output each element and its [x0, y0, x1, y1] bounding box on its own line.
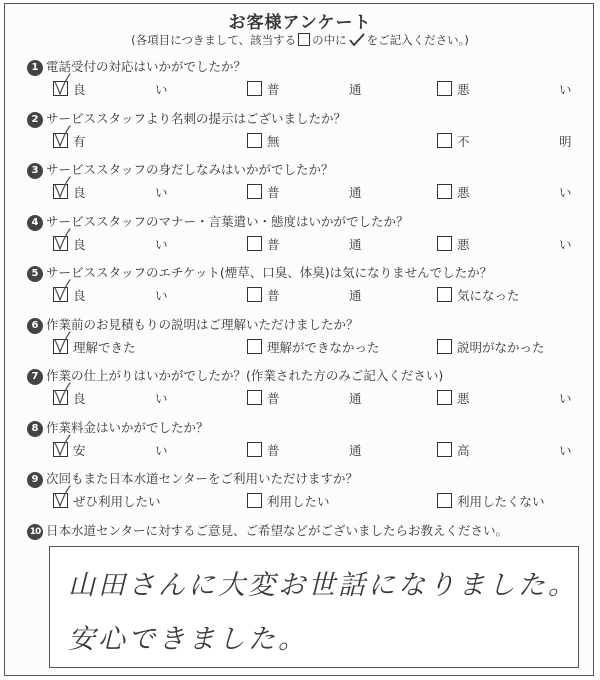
question-3-text: サービススタッフの身だしなみはいかがでしたか？ [46, 162, 334, 177]
option-label [73, 338, 136, 356]
option-checkbox[interactable] [247, 236, 262, 251]
option-label-part-1: 良 [73, 185, 86, 200]
option-label [267, 492, 330, 510]
question-2-option-1[interactable] [53, 133, 213, 149]
sample-checkbox-icon [298, 33, 310, 46]
option-checkbox[interactable] [437, 339, 452, 354]
question-6-label [27, 316, 359, 334]
comment-box[interactable] [49, 546, 579, 668]
question-2-text: サービススタッフより名刺の提示はございましたか？ [46, 110, 347, 126]
question-number-badge: 1 [27, 60, 43, 76]
handwritten-check-icon [53, 332, 71, 354]
question-6-option-2[interactable] [247, 339, 407, 355]
option-label-part-1: 高 [457, 442, 470, 458]
question-8-option-3[interactable] [437, 442, 572, 458]
option-label [267, 132, 280, 150]
option-label-part-2: 通 [349, 185, 362, 200]
question-5-label [27, 264, 492, 282]
option-checkbox[interactable] [247, 184, 262, 199]
option-label-part-1: ぜひ利用したい [73, 494, 161, 509]
handwritten-comment-line-1: 山田さんに大変お世話になりました。 [68, 570, 578, 601]
question-4-label [27, 213, 409, 231]
option-label-part-1: 普 [267, 236, 280, 252]
option-label [457, 286, 520, 304]
option-label-part-2: い [155, 391, 168, 406]
option-label-part-2: 通 [349, 442, 362, 458]
option-checkbox[interactable] [437, 81, 452, 96]
option-label-part-1: 悪 [457, 236, 470, 252]
question-9-option-3[interactable] [437, 493, 567, 509]
option-label-part-1: 良 [73, 82, 86, 97]
option-label-part-2: い [559, 236, 572, 252]
option-label-part-2: 通 [349, 391, 362, 406]
question-9-label [27, 470, 358, 488]
question-number-badge: 3 [27, 163, 43, 179]
question-1-option-2[interactable] [247, 81, 407, 97]
question-10-label [27, 522, 508, 540]
question-number-badge: 9 [27, 472, 43, 488]
option-checkbox[interactable] [437, 493, 452, 508]
question-number-badge: 7 [27, 369, 43, 385]
option-checkbox[interactable] [437, 133, 452, 148]
option-label-part-2: い [155, 185, 168, 200]
option-label-part-1: 理解できた [73, 339, 136, 355]
instruction-text-mid: の中に [312, 33, 347, 47]
question-1-text: 電話受付の対応はいかがでしたか？ [46, 59, 247, 74]
question-7-option-2[interactable] [247, 390, 407, 406]
option-label-part-2: 明 [559, 133, 572, 149]
question-9-option-1[interactable] [53, 493, 213, 509]
handwritten-check-icon [53, 280, 71, 302]
option-label-part-1: 利用したい [267, 494, 330, 509]
question-5-option-1[interactable] [53, 287, 213, 303]
option-label-part-1: 良 [73, 236, 86, 252]
option-label-part-2: い [559, 82, 572, 97]
question-5-option-3[interactable] [437, 287, 567, 303]
handwritten-check-icon [53, 383, 71, 405]
handwritten-check-icon [53, 74, 71, 96]
question-5-text: サービススタッフのエチケット(煙草、口臭、体臭)は気になりませんでしたか？ [46, 265, 493, 280]
question-3-option-2[interactable] [247, 184, 407, 200]
option-label-part-1: 良 [73, 288, 86, 303]
question-10-text: 日本水道センターに対するご意見、ご希望などがございましたらお教えください。 [46, 523, 509, 538]
checkmark-icon [349, 33, 365, 46]
option-label-part-2: い [155, 82, 168, 97]
option-label [73, 492, 161, 510]
question-7-option-3[interactable] [437, 390, 572, 406]
option-label-part-1: 普 [267, 288, 280, 303]
question-8-option-1[interactable] [53, 442, 213, 458]
question-3-label [27, 161, 334, 179]
option-label-part-1: 利用したくない [457, 494, 545, 509]
handwritten-check-icon [53, 486, 71, 508]
option-checkbox[interactable] [437, 184, 452, 199]
option-label-part-1: 不 [457, 133, 470, 149]
option-label-part-2: 通 [349, 236, 362, 252]
option-checkbox[interactable] [437, 287, 452, 302]
option-checkbox[interactable] [247, 442, 262, 457]
question-1-option-3[interactable] [437, 81, 572, 97]
option-label-part-1: 普 [267, 82, 280, 97]
instruction-text-post: をご記入ください。) [366, 33, 469, 47]
option-checkbox[interactable] [247, 390, 262, 405]
option-label-part-1: 普 [267, 391, 280, 406]
handwritten-check-icon [53, 435, 71, 457]
survey-sheet [4, 3, 594, 676]
option-label-part-1: 悪 [457, 185, 470, 200]
question-2-option-3[interactable] [437, 133, 572, 149]
option-label [73, 132, 86, 150]
option-checkbox[interactable] [437, 390, 452, 405]
handwritten-check-icon [53, 229, 71, 251]
question-8-text: 作業料金はいかがでしたか？ [46, 419, 209, 435]
question-4-option-3[interactable] [437, 236, 572, 252]
option-label-part-2: い [559, 442, 572, 458]
question-6-option-1[interactable] [53, 339, 213, 355]
question-6-option-3[interactable] [437, 339, 567, 355]
option-checkbox[interactable] [247, 339, 262, 354]
question-8-option-2[interactable] [247, 442, 407, 458]
handwritten-check-icon [53, 126, 71, 148]
option-label-part-1: 気になった [457, 288, 520, 303]
question-number-badge: 4 [27, 215, 43, 231]
question-number-badge: 6 [27, 318, 43, 334]
question-4-option-1[interactable] [53, 236, 213, 252]
question-3-option-1[interactable] [53, 184, 213, 200]
option-label-part-2: 通 [349, 288, 362, 303]
option-checkbox[interactable] [247, 81, 262, 96]
option-label [457, 338, 545, 356]
option-checkbox[interactable] [247, 493, 262, 508]
question-1-option-1[interactable] [53, 81, 213, 97]
question-9-option-2[interactable] [247, 493, 407, 509]
handwritten-check-icon [53, 177, 71, 199]
question-number-badge: 2 [27, 112, 43, 128]
option-label-part-1: 普 [267, 442, 280, 458]
question-7-label [27, 367, 443, 385]
question-4-text: サービススタッフのマナー・言葉遣い・態度はいかがでしたか？ [46, 213, 409, 229]
question-4-option-2[interactable] [247, 236, 407, 252]
option-label [267, 338, 380, 356]
option-checkbox[interactable] [247, 133, 262, 148]
option-label-part-1: 普 [267, 185, 280, 200]
question-2-option-2[interactable] [247, 133, 407, 149]
option-label-part-2: 通 [349, 82, 362, 97]
question-3-option-3[interactable] [437, 184, 572, 200]
option-label-part-2: い [155, 236, 168, 252]
option-checkbox[interactable] [437, 442, 452, 457]
option-label [457, 492, 545, 510]
option-checkbox[interactable] [437, 236, 452, 251]
handwritten-comment-line-2: 安心できました。 [68, 624, 308, 655]
option-label-part-2: い [559, 185, 572, 200]
question-number-badge: 5 [27, 266, 43, 282]
survey-title: お客様アンケート [228, 13, 372, 33]
question-number-badge: 10 [27, 524, 43, 540]
question-9-text: 次回もまた日本水道センターをご利用いただけますか？ [46, 471, 359, 486]
question-2-label [27, 110, 346, 128]
question-7-option-1[interactable] [53, 390, 213, 406]
question-7-text: 作業の仕上がりはいかがでしたか？(作業された方のみご記入ください) [46, 368, 444, 383]
option-label-part-1: 悪 [457, 82, 470, 97]
option-label-part-1: 悪 [457, 391, 470, 406]
option-label-part-1: 説明がなかった [457, 339, 545, 355]
question-number-badge: 8 [27, 421, 43, 437]
survey-instruction [5, 32, 595, 48]
option-label-part-1: 安 [73, 442, 86, 458]
option-label-part-1: 良 [73, 391, 86, 406]
option-label-part-1: 理解ができなかった [267, 339, 380, 355]
question-5-option-2[interactable] [247, 287, 407, 303]
question-6-text: 作業前のお見積もりの説明はご理解いただけましたか？ [46, 316, 359, 332]
option-label-part-1: 無 [267, 133, 280, 149]
option-label-part-2: い [155, 442, 168, 458]
option-label-part-2: い [155, 288, 168, 303]
option-checkbox[interactable] [247, 287, 262, 302]
instruction-text-pre: (各項目につきまして、該当する [131, 33, 297, 47]
option-label-part-2: い [559, 391, 572, 406]
option-label-part-1: 有 [73, 133, 86, 149]
